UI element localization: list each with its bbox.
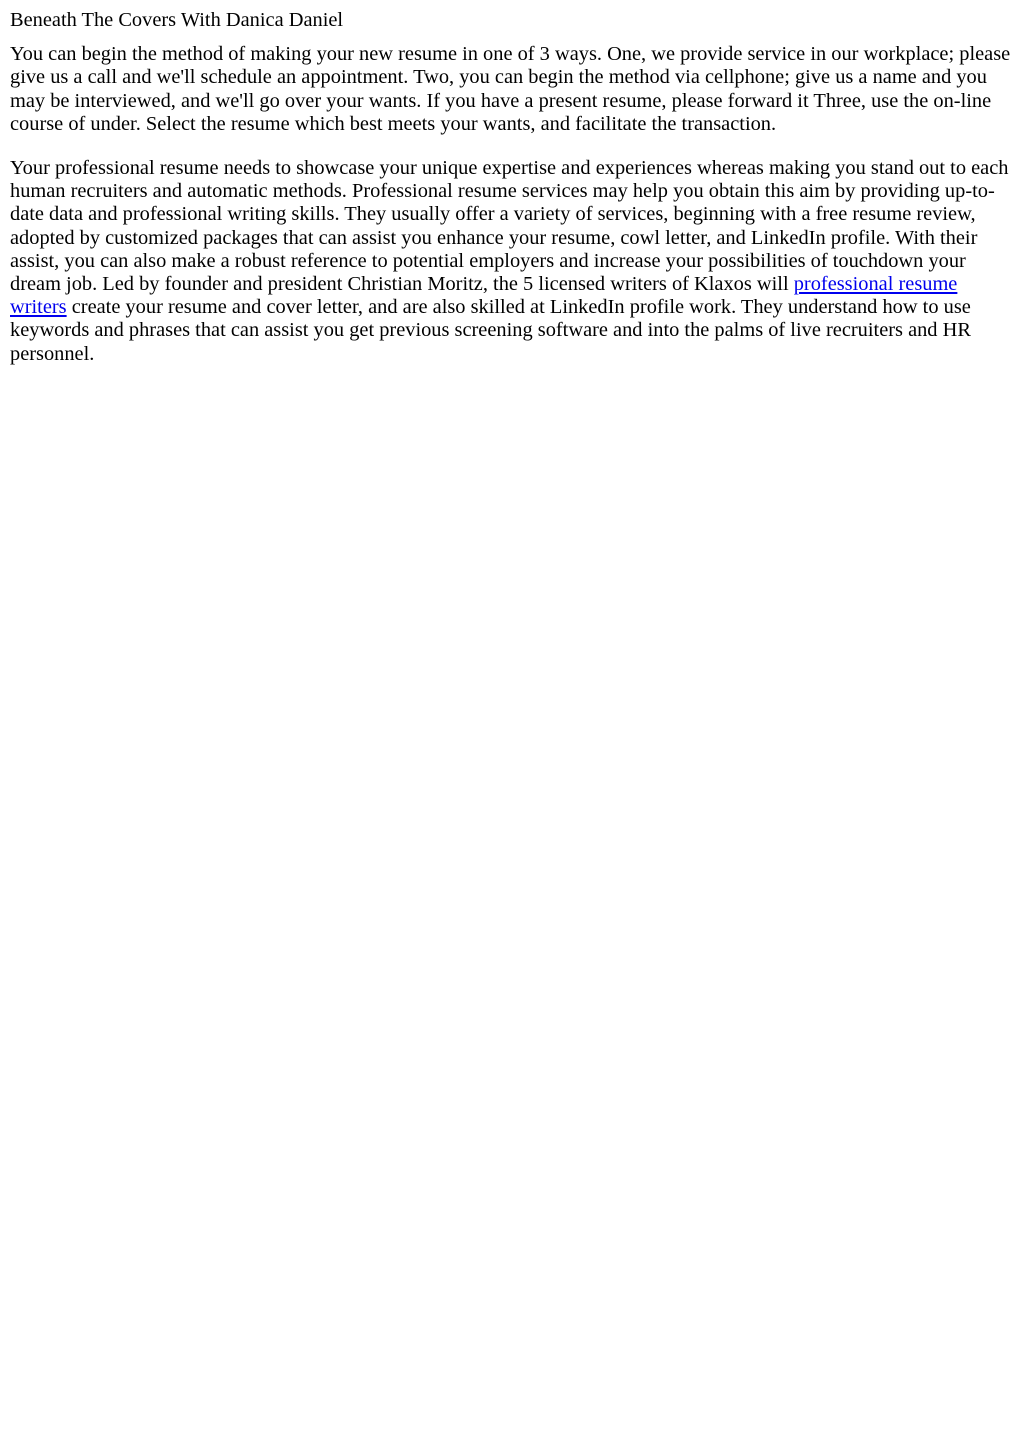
paragraph-2-text-after-link: create your resume and cover letter, and are also skilled at LinkedIn profile work. They understand how to use keywords and phrases that can assist you get previous screening software and into the palms of live recruiters and HR personnel. [10,296,971,365]
paragraph-2 [10,157,1014,366]
paragraph-2-text-before-link: Your professional resume needs to showcase your unique expertise and experiences whereas making you stand out to each human recruiters and automatic methods. Professional resume services may help you obtain this aim by providing up-to-date data and professional writing skills. They usually offer a variety of services, beginning with a free resume review, adopted by customized packages that can assist you enhance your resume, cowl letter, and LinkedIn profile. With their assist, you can also make a robust reference to potential employers and increase your possibilities of touchdown your dream job. Led by founder and president Christian Moritz, the 5 licensed writers of Klaxos will [10,157,1009,296]
paragraph-1: You can begin the method of making your new resume in one of 3 ways. One, we provide service in our workplace; please give us a call and we'll schedule an appointment. Two, you can begin the method via cellphone; give us a name and you may be interviewed, and we'll go over your wants. If you have a present resume, please forward it Three, use the on-line course of under. Select the resume which best meets your wants, and facilitate the transaction. [10,43,1011,135]
professional-resume-writers-link[interactable]: professional resume writers [10,273,958,319]
page-title: Beneath The Covers With Danica Daniel [10,9,344,31]
